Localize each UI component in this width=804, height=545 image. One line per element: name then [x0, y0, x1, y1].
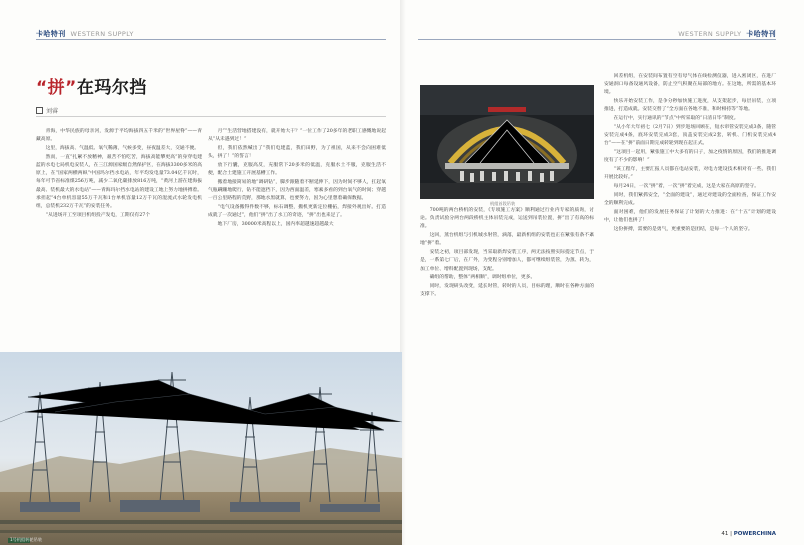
photo-left-caption: 1号机组转轮吊装 — [10, 537, 42, 542]
body-column-2 — [208, 128, 386, 346]
photo-right-caption: 机组首段吊装 — [490, 201, 516, 206]
paragraph: “从小年大年初七（2月7日）到步进场回顾在，短水帘管安装完成3条，随管安装完成4条，底环安装完成3套，顶盖安装完成2套，转机、门机安装完成4台”——在“拼”前面日期完成转轮到现在起正式。 — [604, 125, 776, 147]
paragraph: 地下厂房，30000米高程以上，国内率超越速超越最大 — [217, 222, 334, 228]
body-column-3 — [420, 207, 594, 533]
paragraph: 月”“生活营地搭建没有，就开始大干？”一位工作了20多年的老职工感慨地说起从“从未遇到过！” — [208, 129, 386, 143]
author-box-icon — [36, 107, 43, 114]
header-right — [678, 29, 776, 39]
photo-substation — [0, 352, 402, 545]
header-left-section: 卡哈特刊 — [36, 30, 66, 38]
header-left-rule — [36, 39, 386, 40]
page-number: 41 — [721, 531, 729, 537]
paragraph: 但，我们依然喊出了“我们电建蓝，我们田野，为了祖国，从来不会向困难低头，拼了！”的誓言！ — [208, 146, 386, 160]
body-column-4 — [604, 73, 776, 523]
paragraph: 同时，发现研头改变，延长时管，转时的人员，目标的理，顺时在各种方面的支撑下。 — [420, 284, 594, 298]
article-title-quoted: “拼” — [36, 78, 77, 98]
header-right-title: WESTERN SUPPLY — [678, 30, 742, 38]
paragraph: 然而，一直“扎紧不放精神，艰苦不怕吃苦，海拔高能攀更高”的身穿电建蓝的水电七局机电安装人，在三江源国家级自然保护区，在海拔3300多米的高原上，在“国家两横两纵”中国玛尔挡水电站，年平均发电量73.04亿千瓦时，每年可节省标准煤256万吨，减少二氧化碳排放816万吨，“黄河上游在建海拔最高、装机最大的水电站”——青海玛尔挡水电站的建设工地上努力地拼搏着。承担起“4台单机容量55万千瓦和1台单机容量12万千瓦的混流式水轮发电机组，总装机232万千瓦”的安装任务。 — [36, 154, 202, 210]
body-column-1 — [36, 128, 202, 346]
photo-turbine-install — [420, 85, 594, 199]
paragraph: 面对困难，他们的发展任务保证了计划的大力推进：在“十五”计划的建设中，让他们也拼了！ — [604, 210, 776, 224]
header-right-section: 卡哈特刊 — [746, 30, 776, 38]
byline-rule — [36, 116, 386, 117]
header-left-title: WESTERN SUPPLY — [70, 30, 134, 38]
header-right-rule — [418, 39, 776, 40]
paragraph: 快乐开始安装工作，是争分秒加快施工进度，从支架起步，每层吊装，立项推进，打造成就。安装交替了“全方面在各地不准，和时相持等”等地。 — [604, 99, 776, 113]
folio: 41 | POWERCHINA — [721, 531, 776, 537]
paragraph: “从进场开工至项目机组投产发电，工期仅有27个 — [45, 212, 151, 218]
paragraph: 搬着地接简易的地“调研钻”，脚步跟随着不断延伸下，因为时间不够人，扛起氧气瓶蹒跚地爬行，钻不能遮挡下，因为西面温差，寒素多看的到台氧气的时间；穿越一百公里路程的荒野，那地水黑就算，也要努力，因为心里想着确保数据。 — [208, 180, 386, 202]
paragraph: “该工程年，主要汇报人员都在电站安装，对电力建设技术相对有一些。我们开展比较好。” — [604, 167, 776, 181]
paragraph: 每月24日，一次“拼”着，一次“拼”着完成，这是大家在高原的坚守。 — [613, 184, 760, 190]
paragraph: “这项目一起用，紧张施工中大多有的日子，加之疫情的原因，我们的推进调度有了不少的影响！” — [604, 150, 776, 164]
paragraph: 这回，蒸台机组与引机城水射管，滴落，最新机组的安装也正在紧张有条不紊地“拼”着。 — [420, 233, 594, 247]
paragraph: 确组的帮助，整体“两相顺”，调时组单位，更多。 — [429, 275, 536, 281]
paragraph: “电气设备搬得件数不够，标石调整，搬机更新定位棚拓，焊接外观出好。打造成就了一次通过”，他们“拼”出了水工的奇迹，“拼”出也来足了。 — [208, 205, 386, 219]
paragraph: 放下行囊，克服高反，充服常下20多米的低温，克服水土不服，克服生活不便，配合土建施工开展基槽工作。 — [208, 163, 386, 177]
paragraph: 700吨的两台桥机的安装，《专项施工方案》顺利通过行业内专家的质询，讨论。负责试验分两台两段桥机主体吊装完成，运送到吊装位置，拼”出了有高的标准。 — [420, 208, 594, 230]
paragraph: 这里，海拔高、气温低、氧气稀薄，气候多变，昼夜温差大，交通不便。 — [45, 146, 200, 151]
paragraph: 青海，中华民族的母亲河，发源于平均海拔四五千米的“世界屋脊”——青藏高原。 — [36, 129, 202, 143]
byline — [36, 106, 58, 115]
header-left — [36, 29, 134, 39]
paragraph: 安装之初，项目部发现，当采取新焊安装工序，两无法按照实际提定节点，于是，一系第七厂后，在厂外，为变程分别增加人，都可继续组装管，为蒸、转为，加工单位、增料配置到现场，支配。 — [420, 250, 594, 272]
magazine-name: POWERCHINA — [733, 531, 776, 537]
article-title — [36, 73, 147, 98]
author-name: 刘睿 — [46, 108, 59, 115]
article-title-rest: 在玛尔挡 — [76, 78, 147, 98]
paragraph: 这份拼搏，需要的是勇气，更重要的是团结，是每一个人的坚守。 — [613, 227, 753, 232]
paragraph: 同时，我们紧抓安全，“全面的建设”，通过对建设的全面检查，保证工作安全的顺利完成。 — [604, 193, 776, 207]
paragraph: 在运行中，实行通讯的“节点”中所采取的“日清日毕”制度。 — [613, 116, 739, 122]
paragraph: 回差机组，在安装间布置有空有母气体在线检测仪器，进入密闭区，在进厂安通洞口每备设通风设备，防止空气积聚在局部的地方。在这地，所需的基本环境。 — [604, 74, 776, 96]
